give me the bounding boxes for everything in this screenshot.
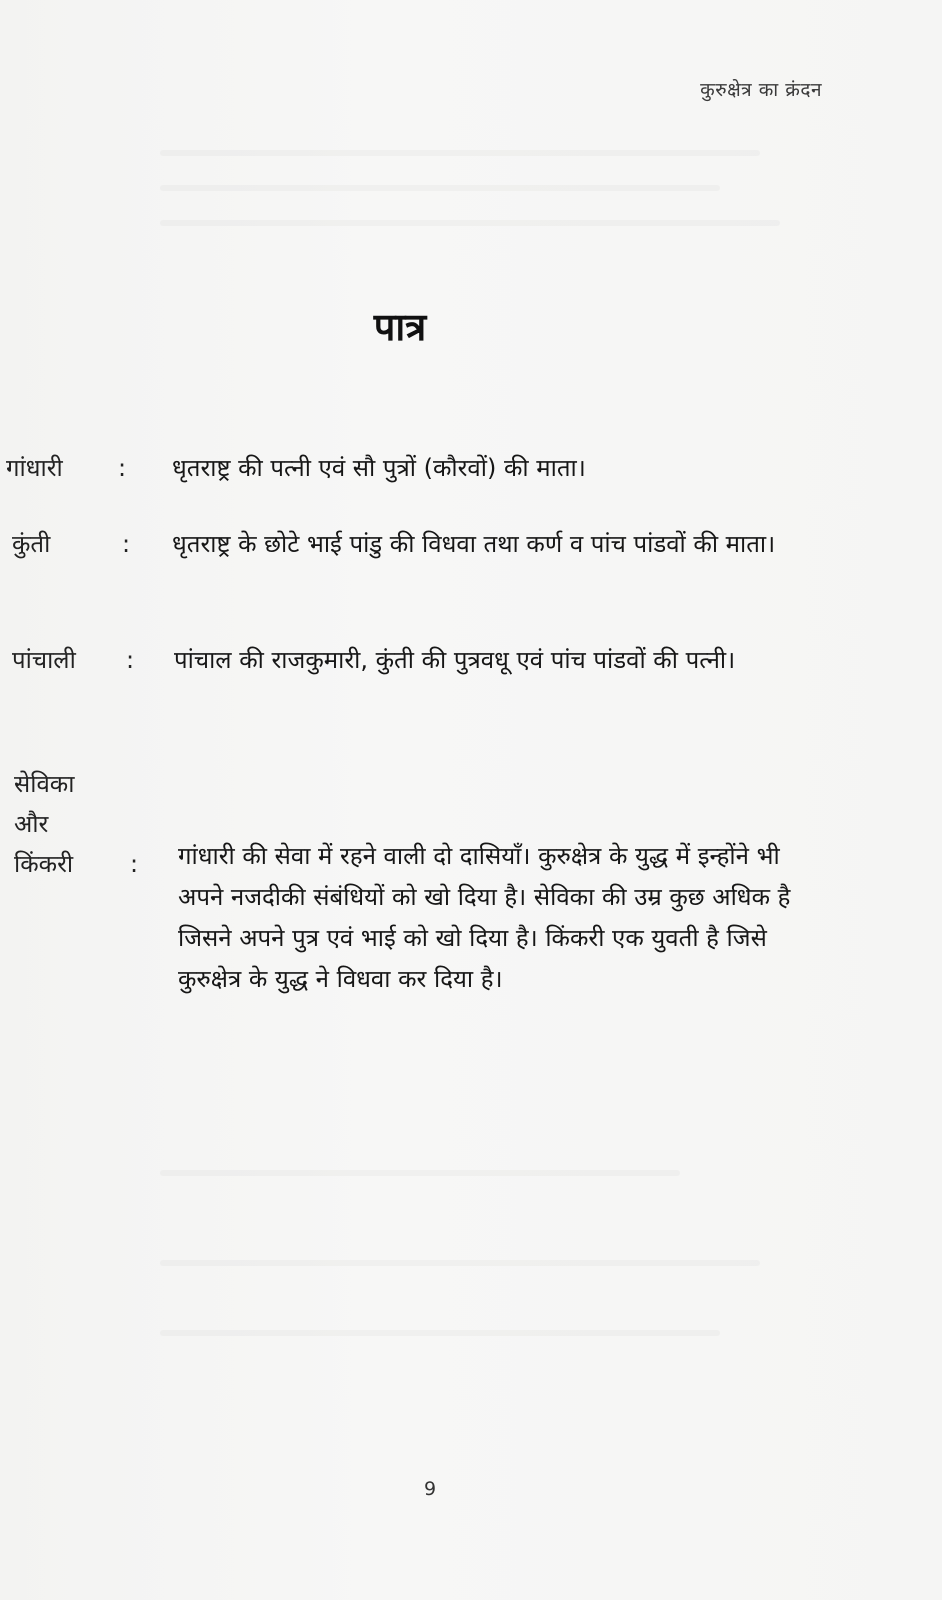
character-name-line: सेविका	[14, 770, 75, 798]
show-through	[160, 220, 780, 226]
page-title: पात्र	[373, 305, 427, 349]
character-description: धृतराष्ट्र की पत्नी एवं सौ पुत्रों (कौरवों) की माता।	[172, 454, 586, 482]
show-through	[160, 1260, 760, 1266]
character-name: कुंती	[12, 530, 51, 558]
show-through	[160, 150, 760, 156]
show-through	[160, 1170, 680, 1176]
separator-colon: :	[130, 850, 139, 878]
character-description: पांचाल की राजकुमारी, कुंती की पुत्रवधू एवं पांच पांडवों की पत्नी।	[174, 646, 736, 674]
show-through	[160, 1330, 720, 1336]
separator-colon: :	[126, 646, 135, 674]
character-name-line: और	[14, 810, 49, 838]
separator-colon: :	[122, 530, 131, 558]
character-description: गांधारी की सेवा में रहने वाली दो दासियाँ। कुरुक्षेत्र के युद्ध में इन्होंने भी अपने नजदीकी संबंधियों को खो दिया है। सेविका की उम्र कुछ अधिक है जिसने अपने पुत्र एवं भाई को खो दिया है। किंकरी एक युवती है जिसे कुरुक्षेत्र के युद्ध ने विधवा कर दिया है।	[178, 842, 791, 993]
character-name-line: किंकरी	[14, 850, 74, 878]
character-description: धृतराष्ट्र के छोटे भाई पांडु की विधवा तथा कर्ण व पांच पांडवों की माता।	[172, 530, 776, 558]
show-through	[160, 185, 720, 191]
character-name-group	[14, 764, 74, 884]
page-number: 9	[423, 1478, 437, 1500]
character-name: पांचाली	[12, 646, 76, 674]
separator-colon: :	[118, 454, 127, 482]
character-name: गांधारी	[6, 454, 63, 482]
running-header: कुरुक्षेत्र का क्रंदन	[700, 79, 822, 101]
